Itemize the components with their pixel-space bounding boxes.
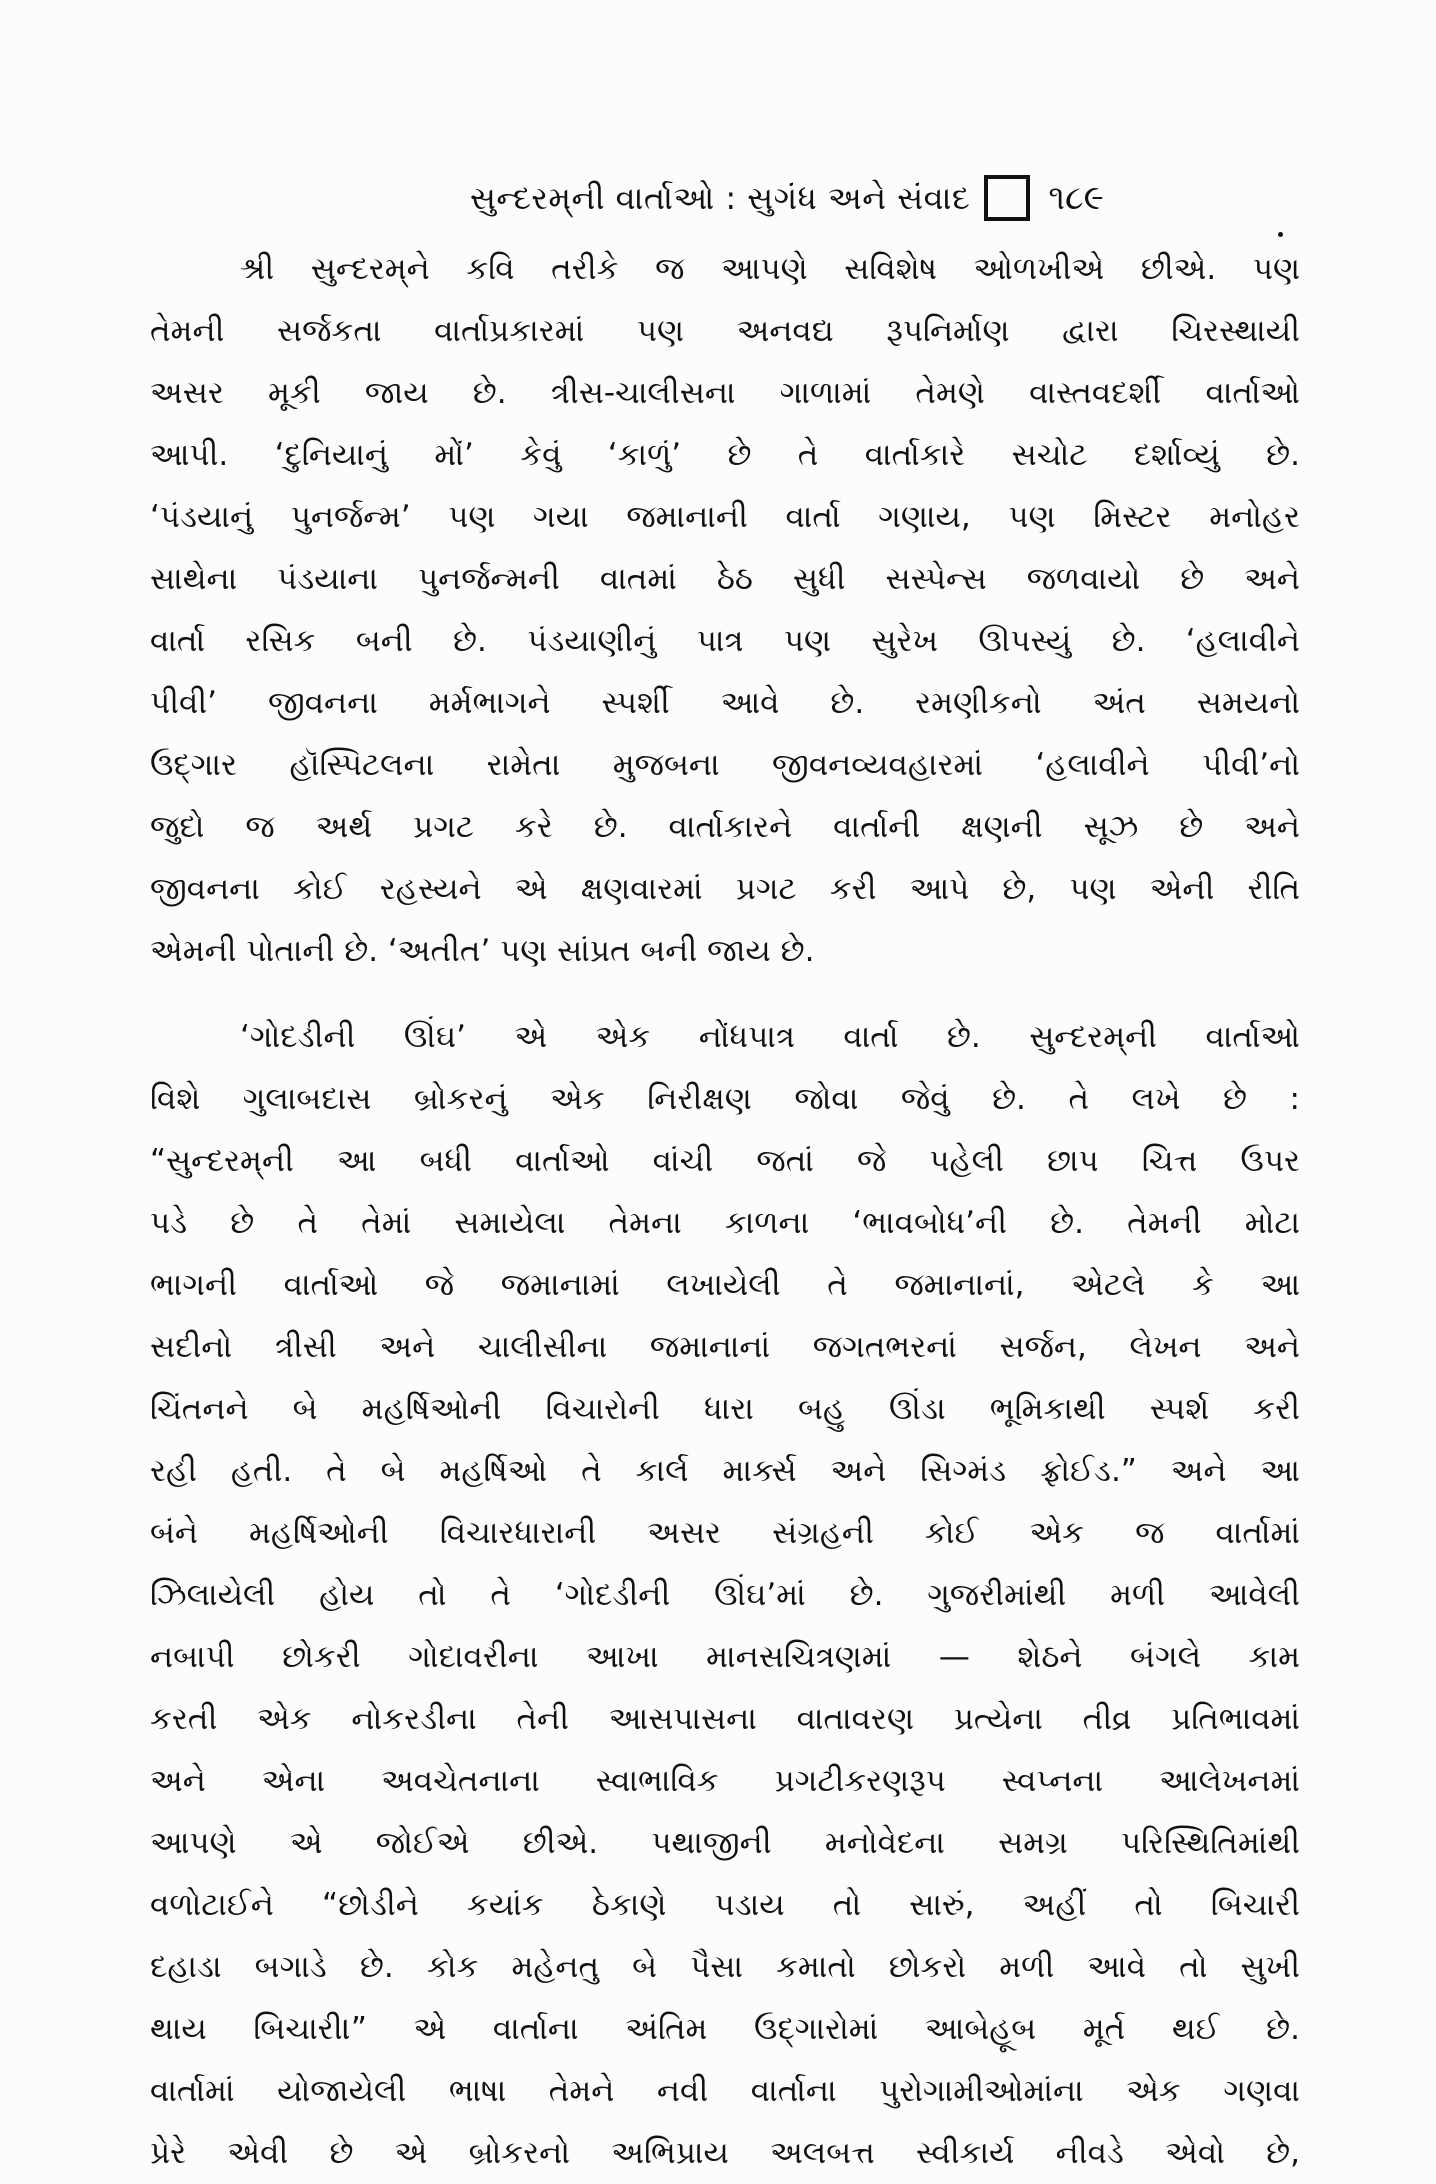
print-speck bbox=[1278, 232, 1283, 237]
text-line: વિશે ગુલાબદાસ બ્રોકરનું એક નિરીક્ષણ જોવા જેવું છે. તે લખે છે : bbox=[150, 1081, 1300, 1117]
text-line: થાય બિચારી।” એ વાર્તાના અંતિમ ઉદ્‌ગારોમાં આબેહૂબ મૂર્ત થઈ છે. bbox=[150, 2011, 1300, 2047]
text-line: બંને મહર્ષિઓની વિચારધારાની અસર સંગ્રહની કોઈ એક જ વાર્તામાં bbox=[150, 1515, 1300, 1551]
text-line: ચિંતનને બે મહર્ષિઓની વિચારોની ધારા બહુ ઊંડા ભૂમિકાથી સ્પર્શ કરી bbox=[150, 1391, 1300, 1427]
text-line: જીવનના કોઈ રહસ્યને એ ક્ષણવારમાં પ્રગટ કરી આપે છે, પણ એની રીતિ bbox=[150, 871, 1300, 907]
text-line: “સુન્દરમ્‌ની આ બધી વાર્તાઓ વાંચી જતાં જે પહેલી છાપ ચિત્ત ઉપર bbox=[150, 1143, 1300, 1179]
page-number: ૧૮૯ bbox=[1048, 178, 1104, 218]
text-line: સદીનો ત્રીસી અને ચાલીસીના જમાનાનાં જગતભરનાં સર્જન, લેખન અને bbox=[150, 1329, 1300, 1365]
text-line: અને એના અવચેતનાના સ્વાભાવિક પ્રગટીકરણરૂપ સ્વપ્નના આલેખનમાં bbox=[150, 1763, 1300, 1799]
text-line: પીવી’ જીવનના મર્મભાગને સ્પર્શી આવે છે. રમણીકનો અંત સમયનો bbox=[150, 685, 1300, 721]
text-line: ઉદ્‌ગાર હૉસ્પિટલના રામેતા મુજબના જીવનવ્યવહારમાં ‘હલાવીને પીવી’નો bbox=[150, 747, 1300, 783]
text-line: નબાપી છોકરી ગોદાવરીના આખા માનસચિત્રણમાં — શેઠને બંગલે કામ bbox=[150, 1639, 1300, 1675]
text-line: અસર મૂકી જાય છે. ત્રીસ-ચાલીસના ગાળામાં તેમણે વાસ્તવદર્શી વાર્તાઓ bbox=[150, 375, 1300, 411]
paragraph-2 bbox=[150, 1006, 1300, 2184]
text-line: વળોટાઈને “છોડીને કયાંક ઠેકાણે પડાય તો સારું, અહીં તો બિચારી bbox=[150, 1887, 1300, 1923]
text-line: આપી. ‘દુનિયાનું મોં’ કેવું ‘કાળું’ છે તે વાર્તાકારે સચોટ દર્શાવ્યું છે. bbox=[150, 437, 1300, 473]
text-line: તેમની સર્જકતા વાર્તાપ્રકારમાં પણ અનવદ્ય રૂપનિર્માણ દ્વારા ચિરસ્થાયી bbox=[150, 313, 1300, 349]
text-line: દહાડા બગાડે છે. કોક મહેનતુ બે પૈસા કમાતો છોકરો મળી આવે તો સુખી bbox=[150, 1949, 1300, 1985]
text-line: જુદો જ અર્થ પ્રગટ કરે છે. વાર્તાકારને વાર્તાની ક્ષણની સૂઝ છે અને bbox=[150, 809, 1300, 845]
text-line: વાર્તામાં યોજાયેલી ભાષા તેમને નવી વાર્તાના પુરોગામીઓમાંના એક ગણવા bbox=[150, 2073, 1300, 2109]
text-line: પડે છે તે તેમાં સમાયેલા તેમના કાળના ‘ભાવબોધ’ની છે. તેમની મોટા bbox=[150, 1205, 1300, 1241]
text-line: રહી હતી. તે બે મહર્ષિઓ તે કાર્લ માર્ક્સ અને સિગ્મંડ ફ્રોઈડ.” અને આ bbox=[150, 1453, 1300, 1489]
text-line: ‘ગોદડીની ઊંઘ’ એ એક નોંધપાત્ર વાર્તા છે. સુન્દરમ્‌ની વાર્તાઓ bbox=[240, 1019, 1300, 1055]
text-line: ભાગની વાર્તાઓ જે જમાનામાં લખાયેલી તે જમાનાનાં, એટલે કે આ bbox=[150, 1267, 1300, 1303]
paragraph-1 bbox=[150, 238, 1300, 982]
separator-box bbox=[984, 175, 1030, 221]
page-header bbox=[470, 168, 1300, 228]
text-line: ઝિલાયેલી હોય તો તે ‘ગોદડીની ઊંઘ’માં છે. ગુજરીમાંથી મળી આવેલી bbox=[150, 1577, 1300, 1613]
text-line: આપણે એ જોઈએ છીએ. પથાજીની મનોવેદના સમગ્ર પરિસ્થિતિમાંથી bbox=[150, 1825, 1300, 1861]
running-title: સુન્દરમ્‌ની વાર્તાઓ : સુગંધ અને સંવાદ bbox=[470, 178, 971, 217]
text-line: કરતી એક નોકરડીના તેની આસપાસના વાતાવરણ પ્રત્યેના તીવ્ર પ્રતિભાવમાં bbox=[150, 1701, 1300, 1737]
text-line: સાથેના પંડયાના પુનર્જન્મની વાતમાં ઠેઠ સુધી સસ્પેન્સ જળવાયો છે અને bbox=[150, 561, 1300, 597]
text-line: એમની પોતાની છે. ‘અતીત’ પણ સાંપ્રત બની જાય છે. bbox=[150, 933, 815, 969]
text-line: પ્રેરે એવી છે એ બ્રોકરનો અભિપ્રાય અલબત્ત સ્વીકાર્ય નીવડે એવો છે, bbox=[150, 2135, 1300, 2171]
text-line: ‘પંડયાનું પુનર્જન્મ’ પણ ગયા જમાનાની વાર્તા ગણાય, પણ મિસ્ટર મનોહર bbox=[150, 499, 1300, 535]
text-line: વાર્તા રસિક બની છે. પંડયાણીનું પાત્ર પણ સુરેખ ઊપસ્યું છે. ‘હલાવીને bbox=[150, 623, 1300, 659]
text-line: શ્રી સુન્દરમ્‌ને કવિ તરીકે જ આપણે સવિશેષ ઓળખીએ છીએ. પણ bbox=[240, 251, 1300, 287]
